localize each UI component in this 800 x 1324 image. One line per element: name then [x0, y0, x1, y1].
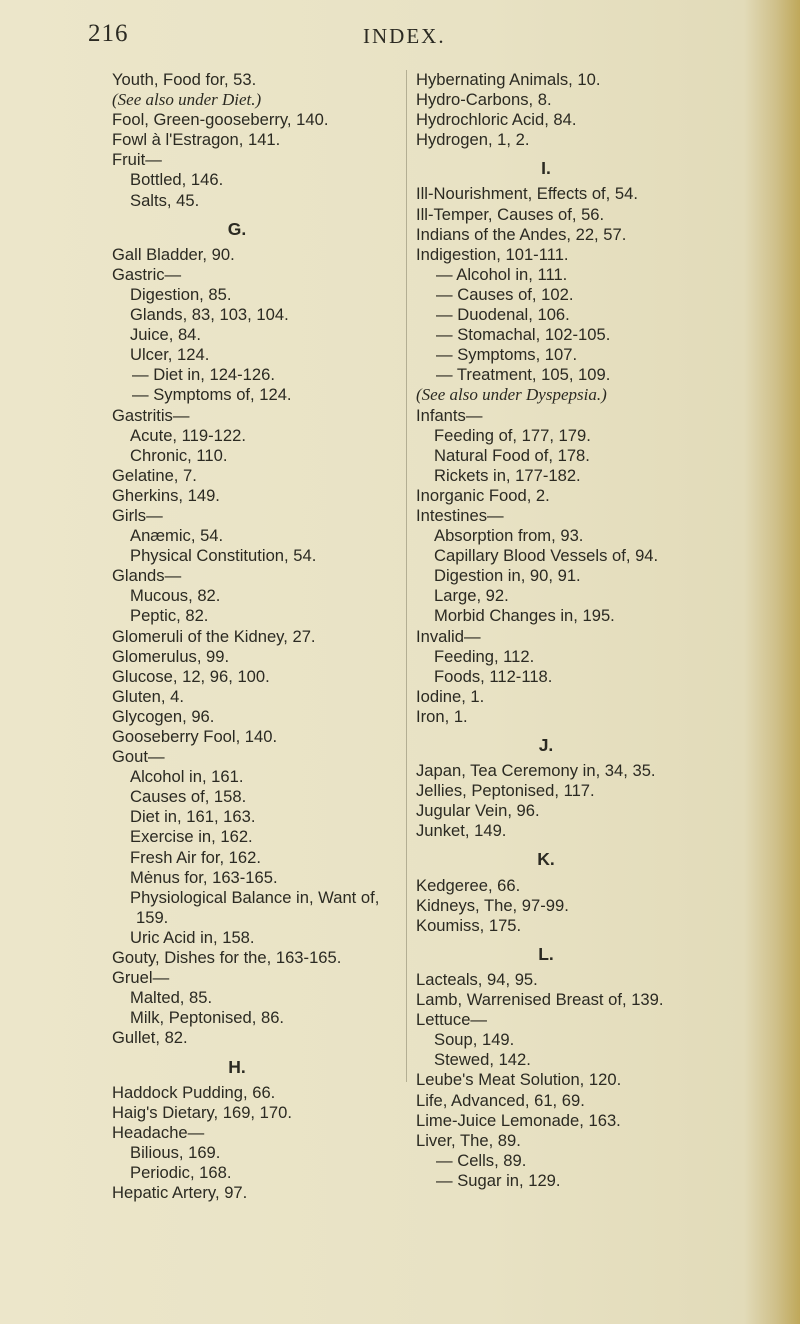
index-subentry: Bilious, 169. — [130, 1142, 221, 1162]
column-divider — [406, 70, 407, 1082]
index-subentry: Periodic, 168. — [130, 1162, 232, 1182]
page-number: 216 — [88, 20, 129, 47]
index-subentry: Feeding, 112. — [434, 646, 535, 666]
index-entry: Intestines— — [416, 505, 504, 525]
index-column-left — [112, 70, 402, 1203]
index-entry: Lamb, Warrenised Breast of, 139. — [416, 990, 664, 1010]
index-subentry: Capillary Blood Vessels of, 94. — [434, 546, 659, 566]
index-subentry: Large, 92. — [434, 586, 509, 606]
index-subentry: Alcohol in, 161. — [130, 767, 244, 787]
index-subentry: Acute, 119-122. — [130, 425, 246, 445]
index-subentry: — Cells, 89. — [436, 1150, 527, 1170]
index-entry: Glycogen, 96. — [112, 706, 215, 726]
index-subentry: — Symptoms, 107. — [436, 345, 578, 365]
index-subentry: Diet in, 161, 163. — [130, 807, 256, 827]
section-letter-heading: J. — [538, 735, 554, 755]
index-entry: Gastritis— — [112, 405, 190, 425]
index-entry-continuation: 159. — [136, 907, 169, 927]
index-subentry: Milk, Peptonised, 86. — [130, 1008, 285, 1028]
index-entry: Ill-Temper, Causes of, 56. — [416, 204, 605, 224]
index-entry: Glucose, 12, 96, 100. — [112, 666, 270, 686]
index-entry: Haddock Pudding, 66. — [112, 1082, 276, 1102]
index-subentry: Chronic, 110. — [130, 445, 228, 465]
index-subentry: Anæmic, 54. — [130, 526, 224, 546]
section-letter-heading: G. — [227, 218, 247, 239]
running-title: INDEX. — [363, 24, 446, 48]
index-entry: Gouty, Dishes for the, 163-165. — [112, 948, 342, 968]
index-subentry: — Diet in, 124-126. — [132, 365, 275, 385]
index-entry: Hydro-Carbons, 8. — [416, 90, 552, 110]
index-entry: Indigestion, 101-111. — [416, 244, 569, 264]
index-entry: Gelatine, 7. — [112, 465, 197, 485]
index-entry: Inorganic Food, 2. — [416, 485, 550, 505]
index-subentry: — Causes of, 102. — [436, 284, 574, 304]
index-entry: Haig's Dietary, 169, 170. — [112, 1102, 292, 1122]
index-subentry: Absorption from, 93. — [434, 526, 584, 546]
section-letter-heading: L. — [538, 943, 554, 964]
index-entry: Headache— — [112, 1122, 205, 1142]
index-entry: Lettuce— — [416, 1010, 488, 1030]
index-entry: Gout— — [112, 747, 165, 767]
index-subentry: Rickets in, 177-182. — [434, 465, 581, 485]
index-entry: Jellies, Peptonised, 117. — [416, 781, 595, 801]
index-subentry: Malted, 85. — [130, 988, 213, 1008]
index-entry: Jugular Vein, 96. — [416, 801, 540, 821]
index-subentry: Stewed, 142. — [434, 1050, 531, 1070]
index-entry: Glomerulus, 99. — [112, 646, 230, 666]
index-subentry: Physical Constitution, 54. — [130, 546, 317, 566]
index-subentry: Fresh Air for, 162. — [130, 847, 261, 867]
index-subentry: Foods, 112-118. — [434, 666, 553, 686]
index-entry: Koumiss, 175. — [416, 915, 522, 935]
index-column-right — [416, 70, 746, 1191]
index-subentry: Juice, 84. — [130, 325, 202, 345]
index-subentry: Bottled, 146. — [130, 170, 224, 190]
index-entry: Gullet, 82. — [112, 1028, 188, 1048]
index-subentry: Digestion, 85. — [130, 284, 232, 304]
index-entry: Fool, Green-gooseberry, 140. — [112, 110, 329, 130]
index-entry: Ill-Nourishment, Effects of, 54. — [416, 184, 638, 204]
index-entry: Glomeruli of the Kidney, 27. — [112, 626, 316, 646]
index-entry: Hydrogen, 1, 2. — [416, 130, 530, 150]
index-entry: Fruit— — [112, 150, 162, 170]
index-entry: Fowl à l'Estragon, 141. — [112, 130, 281, 150]
index-subentry: — Duodenal, 106. — [436, 305, 570, 325]
index-subentry: Morbid Changes in, 195. — [434, 606, 615, 626]
index-entry: Glands— — [112, 566, 182, 586]
index-subentry: — Sugar in, 129. — [436, 1170, 561, 1190]
page-header — [0, 16, 800, 56]
index-entry: Gastric— — [112, 264, 182, 284]
section-letter-heading: K. — [537, 849, 555, 870]
index-subentry: — Alcohol in, 111. — [436, 264, 568, 284]
index-entry: Gall Bladder, 90. — [112, 244, 235, 264]
index-entry: Iodine, 1. — [416, 686, 485, 706]
index-entry: Lacteals, 94, 95. — [416, 969, 538, 989]
index-subentry: — Treatment, 105, 109. — [436, 365, 611, 385]
index-subentry: Causes of, 158. — [130, 787, 247, 807]
index-entry: Iron, 1. — [416, 706, 468, 726]
index-subentry: — Symptoms of, 124. — [132, 385, 292, 405]
index-subentry: Ulcer, 124. — [130, 345, 210, 365]
index-subentry: Soup, 149. — [434, 1030, 515, 1050]
index-entry: Indians of the Andes, 22, 57. — [416, 224, 627, 244]
index-entry: Hydrochloric Acid, 84. — [416, 110, 577, 130]
index-subentry: Feeding of, 177, 179. — [434, 425, 591, 445]
index-subentry: Natural Food of, 178. — [434, 445, 590, 465]
index-subentry: Physiological Balance in, Want of, — [130, 887, 380, 907]
index-entry: Infants— — [416, 405, 483, 425]
index-entry: Gooseberry Fool, 140. — [112, 727, 278, 746]
index-entry: Gruel— — [112, 968, 170, 988]
index-subentry: Glands, 83, 103, 104. — [130, 305, 289, 325]
index-subentry: Peptic, 82. — [130, 606, 209, 626]
index-subentry: Digestion in, 90, 91. — [434, 566, 581, 586]
index-subentry: Salts, 45. — [130, 190, 200, 210]
index-entry: Hybernating Animals, 10. — [416, 70, 601, 89]
section-letter-heading: H. — [228, 1056, 246, 1077]
index-entry: Japan, Tea Ceremony in, 34, 35. — [416, 761, 656, 781]
index-entry: Liver, The, 89. — [416, 1130, 521, 1150]
section-letter-heading: I. — [541, 158, 551, 179]
index-entry: Kidneys, The, 97-99. — [416, 895, 569, 915]
index-entry: Hepatic Artery, 97. — [112, 1183, 248, 1203]
index-entry: Kedgeree, 66. — [416, 875, 521, 895]
index-subentry: Uric Acid in, 158. — [130, 927, 255, 947]
index-subentry: Exercise in, 162. — [130, 827, 253, 847]
index-entry: Life, Advanced, 61, 69. — [416, 1090, 585, 1110]
index-entry: Gluten, 4. — [112, 686, 184, 706]
index-subentry: Mėnus for, 163-165. — [130, 867, 278, 887]
index-entry: Gherkins, 149. — [112, 485, 220, 505]
index-entry: Invalid— — [416, 626, 481, 646]
index-entry: Youth, Food for, 53. — [112, 70, 257, 89]
cross-reference-note: (See also under Diet.) — [112, 90, 262, 110]
cross-reference-note: (See also under Dyspepsia.) — [416, 385, 607, 405]
index-entry: Leube's Meat Solution, 120. — [416, 1070, 622, 1090]
index-subentry: Mucous, 82. — [130, 586, 221, 606]
index-entry: Junket, 149. — [416, 821, 507, 841]
index-subentry: — Stomachal, 102-105. — [436, 325, 611, 345]
index-entry: Lime-Juice Lemonade, 163. — [416, 1110, 621, 1130]
index-entry: Girls— — [112, 505, 163, 525]
